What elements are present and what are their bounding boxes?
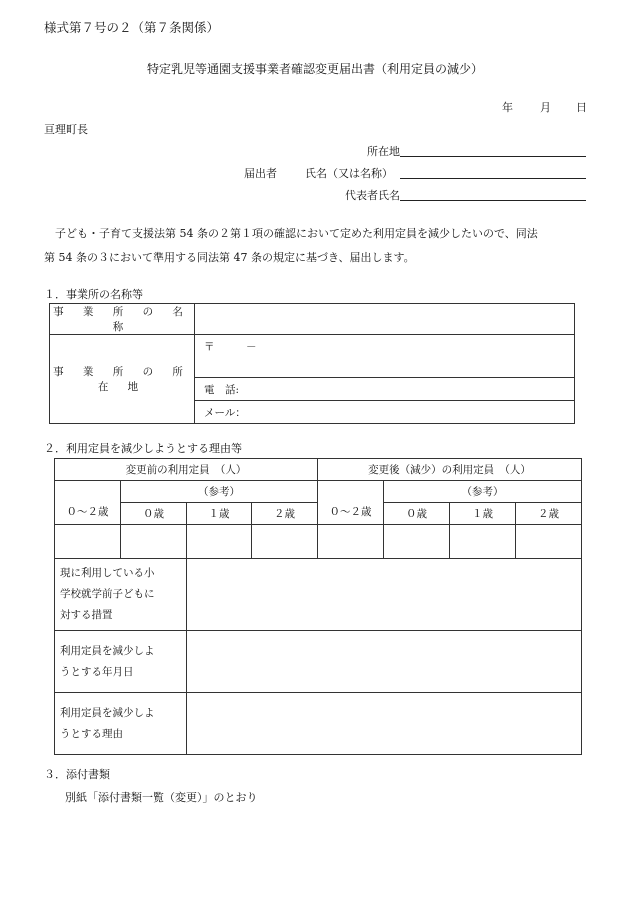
before-age-2-header: ２歳 <box>252 503 318 525</box>
name-label: 氏名（又は名称） <box>305 167 393 180</box>
current-measures-label: 現に利用している小学校就学前子どもに対する措置 <box>55 559 187 631</box>
capacity-table <box>54 458 582 755</box>
after-age-2-value[interactable] <box>516 525 582 559</box>
addressee: 亘理町長 <box>44 123 88 136</box>
after-reference-header: （参考） <box>384 481 582 503</box>
representative-label: 代表者氏名 <box>345 189 400 202</box>
tel-label: 電 話: <box>204 383 240 396</box>
date-year-label: 年 <box>502 101 513 114</box>
reduction-date-value[interactable] <box>187 631 582 693</box>
representative-line[interactable] <box>400 200 586 201</box>
notifier-label: 届出者 <box>244 167 277 180</box>
current-measures-value[interactable] <box>187 559 582 631</box>
document-title: 特定乳児等通園支援事業者確認変更届出書（利用定員の減少） <box>146 62 483 76</box>
reduction-date-label: 利用定員を減少しようとする年月日 <box>55 631 187 693</box>
before-age-0-header: ０歳 <box>121 503 187 525</box>
section3-heading: ３．添付書類 <box>44 768 110 781</box>
after-age-1-header: １歳 <box>450 503 516 525</box>
postal-code: 〒 － <box>204 341 257 353</box>
date-month-label: 月 <box>540 101 551 114</box>
reduction-reason-label: 利用定員を減少しようとする理由 <box>55 693 187 755</box>
tel-cell[interactable] <box>195 378 575 401</box>
after-age-0-2-value[interactable] <box>318 525 384 559</box>
before-age-2-value[interactable] <box>252 525 318 559</box>
before-age-0-2-header: ０～２歳 <box>55 481 121 525</box>
body-text <box>44 222 589 270</box>
address-line[interactable] <box>400 156 586 157</box>
facility-name-cell[interactable] <box>195 304 575 335</box>
name-line[interactable] <box>400 178 586 179</box>
reduction-reason-value[interactable] <box>187 693 582 755</box>
after-age-1-value[interactable] <box>450 525 516 559</box>
email-label: メール： <box>204 406 246 419</box>
after-capacity-header: 変更後（減少）の利用定員 （人） <box>318 459 582 481</box>
body-line-1: 子ども・子育て支援法第 54 条の２第１項の確認において定めた利用定員を減少したいので、同法 <box>55 227 538 240</box>
body-line-2: 第 54 条の３において準用する同法第 47 条の規定に基づき、届出します。 <box>44 251 415 264</box>
before-reference-header: （参考） <box>121 481 318 503</box>
date-day-label: 日 <box>576 101 587 114</box>
before-age-0-value[interactable] <box>121 525 187 559</box>
after-age-0-value[interactable] <box>384 525 450 559</box>
after-age-0-header: ０歳 <box>384 503 450 525</box>
after-age-2-header: ２歳 <box>516 503 582 525</box>
section1-heading: １．事業所の名称等 <box>44 288 143 301</box>
after-age-0-2-header: ０～２歳 <box>318 481 384 525</box>
address-label: 所在地 <box>367 145 400 158</box>
before-age-0-2-value[interactable] <box>55 525 121 559</box>
before-age-1-value[interactable] <box>187 525 252 559</box>
facility-address-label: 事 業 所 の 所 在 地 <box>50 335 195 424</box>
before-age-1-header: １歳 <box>187 503 252 525</box>
email-cell[interactable] <box>195 401 575 424</box>
section2-heading: ２．利用定員を減少しようとする理由等 <box>44 442 242 455</box>
attachments-text: 別紙「添付書類一覧（変更）」のとおり <box>65 791 258 804</box>
form-number: 様式第７号の２（第７条関係） <box>44 20 220 35</box>
facility-name-label: 事 業 所 の 名 称 <box>50 304 195 335</box>
before-capacity-header: 変更前の利用定員 （人） <box>55 459 318 481</box>
facility-table <box>49 303 575 424</box>
postal-cell[interactable] <box>195 335 575 378</box>
